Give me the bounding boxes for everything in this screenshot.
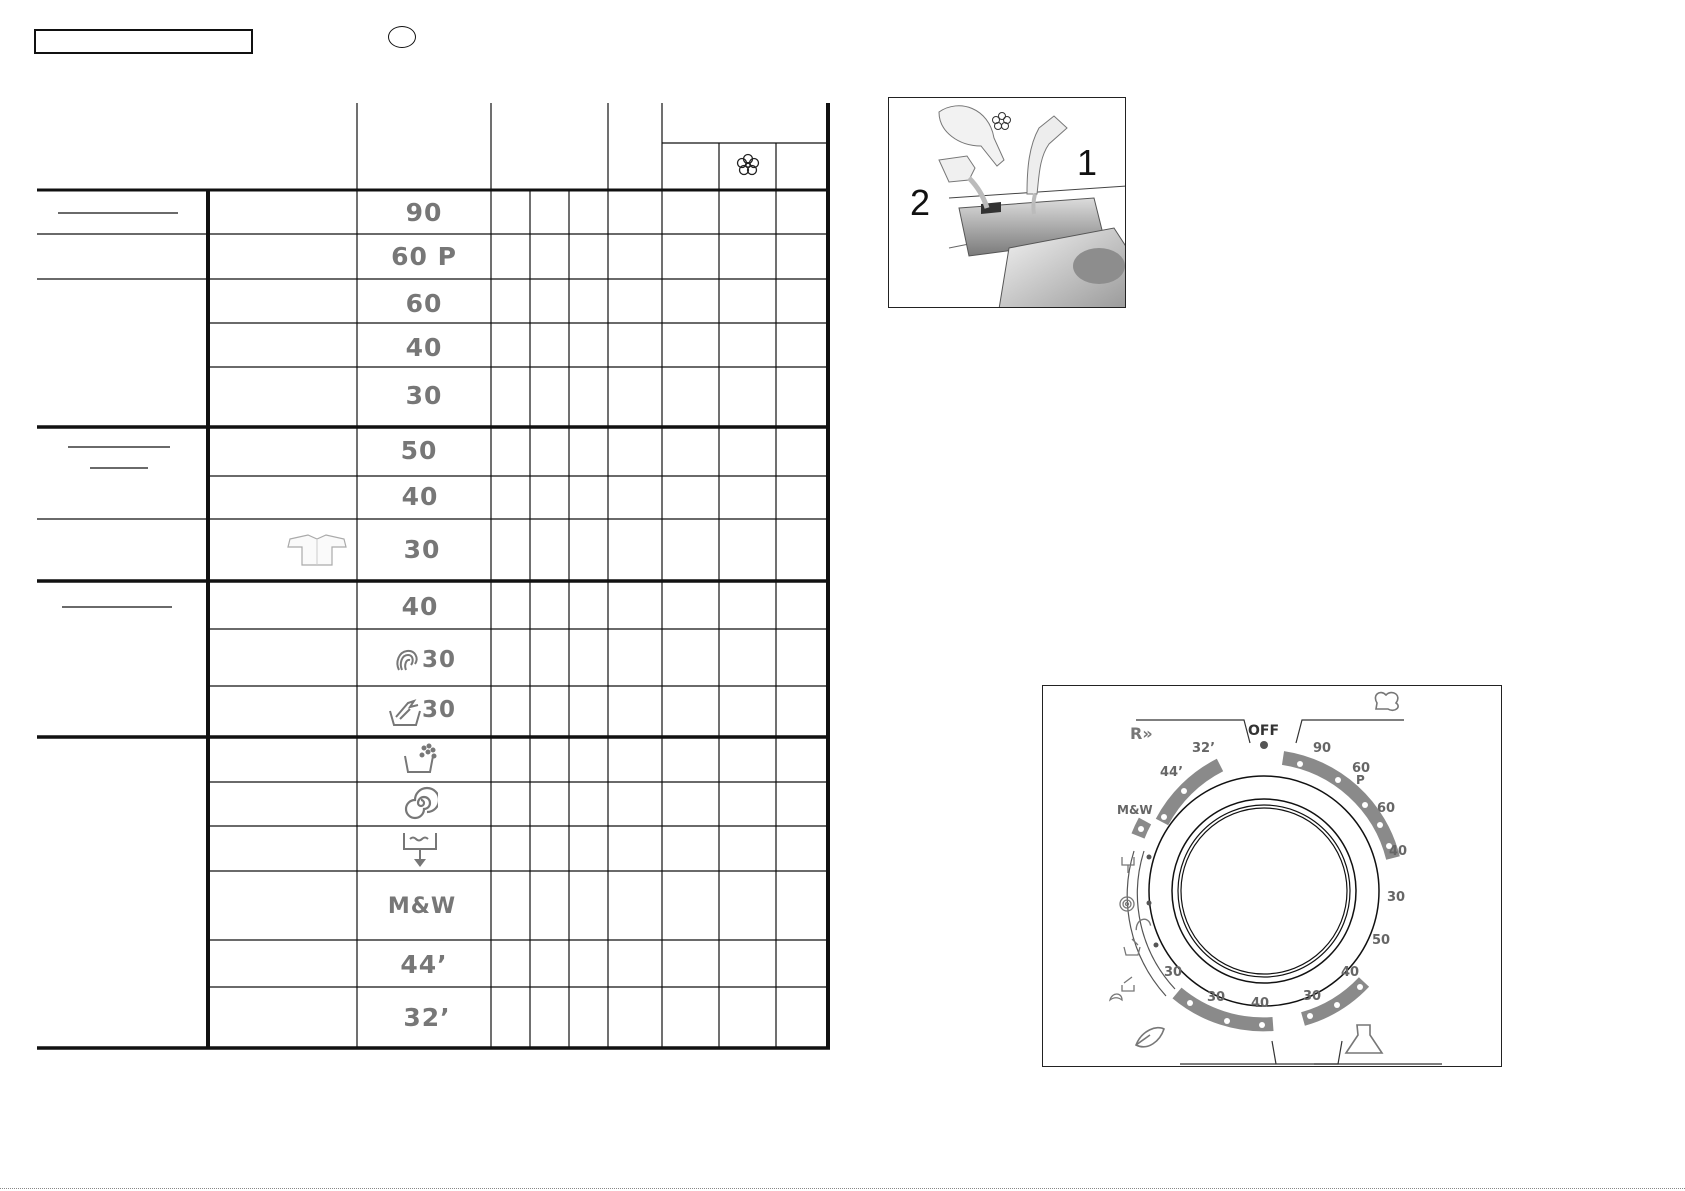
dial-label-40-lower: 40 [1341, 965, 1360, 980]
wool-icon [393, 646, 421, 674]
program-label: 90 [405, 198, 443, 227]
dial-label-30-hand: 30 [1164, 965, 1183, 980]
program-label: 30 [405, 381, 443, 410]
dial-label-60p-suffix: P [1356, 773, 1365, 787]
dial-label-30-right: 30 [1387, 890, 1406, 905]
flower-icon [735, 152, 761, 178]
drain-icon [400, 829, 440, 869]
program-label: 30 [421, 697, 456, 723]
spin-icon [404, 786, 438, 820]
dial-label-40-right: 40 [1389, 844, 1408, 859]
page-bottom-rule [0, 1188, 1685, 1189]
program-label: 32’ [403, 1003, 451, 1032]
dial-label-30-lower: 30 [1303, 989, 1322, 1004]
dial-label-90: 90 [1313, 741, 1332, 756]
program-label: 30 [403, 535, 441, 564]
callout-2: 2 [910, 182, 931, 223]
callout-1: 1 [1077, 142, 1098, 183]
dial-label-30-wool: 30 [1207, 990, 1226, 1005]
program-label: 40 [401, 592, 439, 621]
program-label: 50 [400, 436, 438, 465]
dial-label-32: 32’ [1192, 741, 1216, 756]
program-label: M&W [387, 894, 457, 919]
dial-label-44: 44’ [1160, 765, 1184, 780]
program-label: 30 [421, 647, 456, 673]
dial-label-60: 60 [1377, 801, 1396, 816]
dial-label-60p: 60 [1352, 761, 1371, 776]
rinse-icon [402, 742, 438, 776]
program-label: 40 [405, 333, 443, 362]
program-dial[interactable] [1042, 685, 1502, 1067]
dial-label-mw: M&W [1117, 803, 1153, 817]
program-label: 44’ [400, 950, 448, 979]
program-label: 60 P [391, 242, 457, 271]
hand-wash-icon [388, 697, 422, 727]
program-label: 40 [401, 482, 439, 511]
dial-label-40-bottom: 40 [1251, 996, 1270, 1011]
dial-label-50: 50 [1372, 933, 1391, 948]
dial-rapid-symbol: R» [1130, 724, 1153, 743]
shirt-icon [286, 533, 348, 567]
program-label: 60 [405, 289, 443, 318]
dial-off-label: OFF [1248, 723, 1280, 739]
